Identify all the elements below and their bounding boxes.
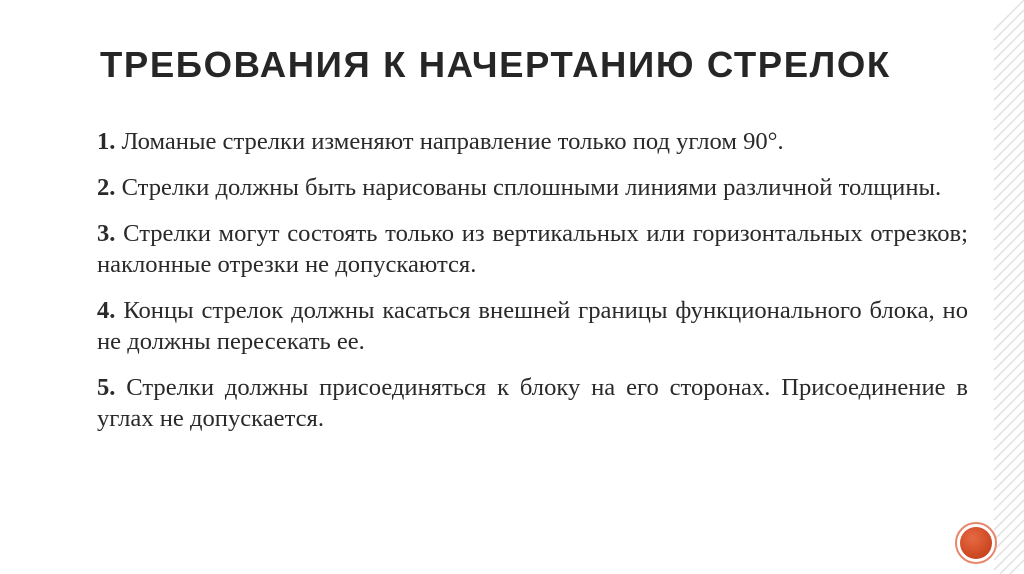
nav-button-fill [960, 527, 992, 559]
requirement-item-2 [97, 172, 968, 203]
requirement-item-1 [97, 126, 968, 157]
item-text: Стрелки должны присоединяться к блоку на его сторонах. Присоединение в углах не допускается. [97, 374, 968, 432]
item-number: 5. [97, 374, 116, 401]
item-text: Стрелки могут состоять только из вертикальных или горизонтальных отрезков; наклонные отрезки не допускаются. [97, 220, 968, 278]
slide-title: ТРЕБОВАНИЯ К НАЧЕРТАНИЮ СТРЕЛОК [100, 44, 891, 85]
item-number: 1. [97, 128, 116, 155]
diagonal-stripes-icon [964, 0, 1024, 574]
requirement-item-5 [97, 372, 968, 434]
requirement-item-3 [97, 218, 968, 280]
item-number: 2. [97, 174, 116, 201]
item-text: Концы стрелок должны касаться внешней границы функционального блока, но не должны пересекать ее. [97, 297, 968, 355]
circle-button-icon[interactable] [955, 522, 997, 564]
item-number: 3. [97, 220, 116, 247]
item-number: 4. [97, 297, 116, 324]
item-text: Стрелки должны быть нарисованы сплошными линиями различной толщины. [115, 174, 942, 201]
requirement-item-4 [97, 295, 968, 357]
requirements-list [97, 126, 968, 449]
item-text: Ломаные стрелки изменяют направление только под углом 90°. [115, 128, 784, 155]
